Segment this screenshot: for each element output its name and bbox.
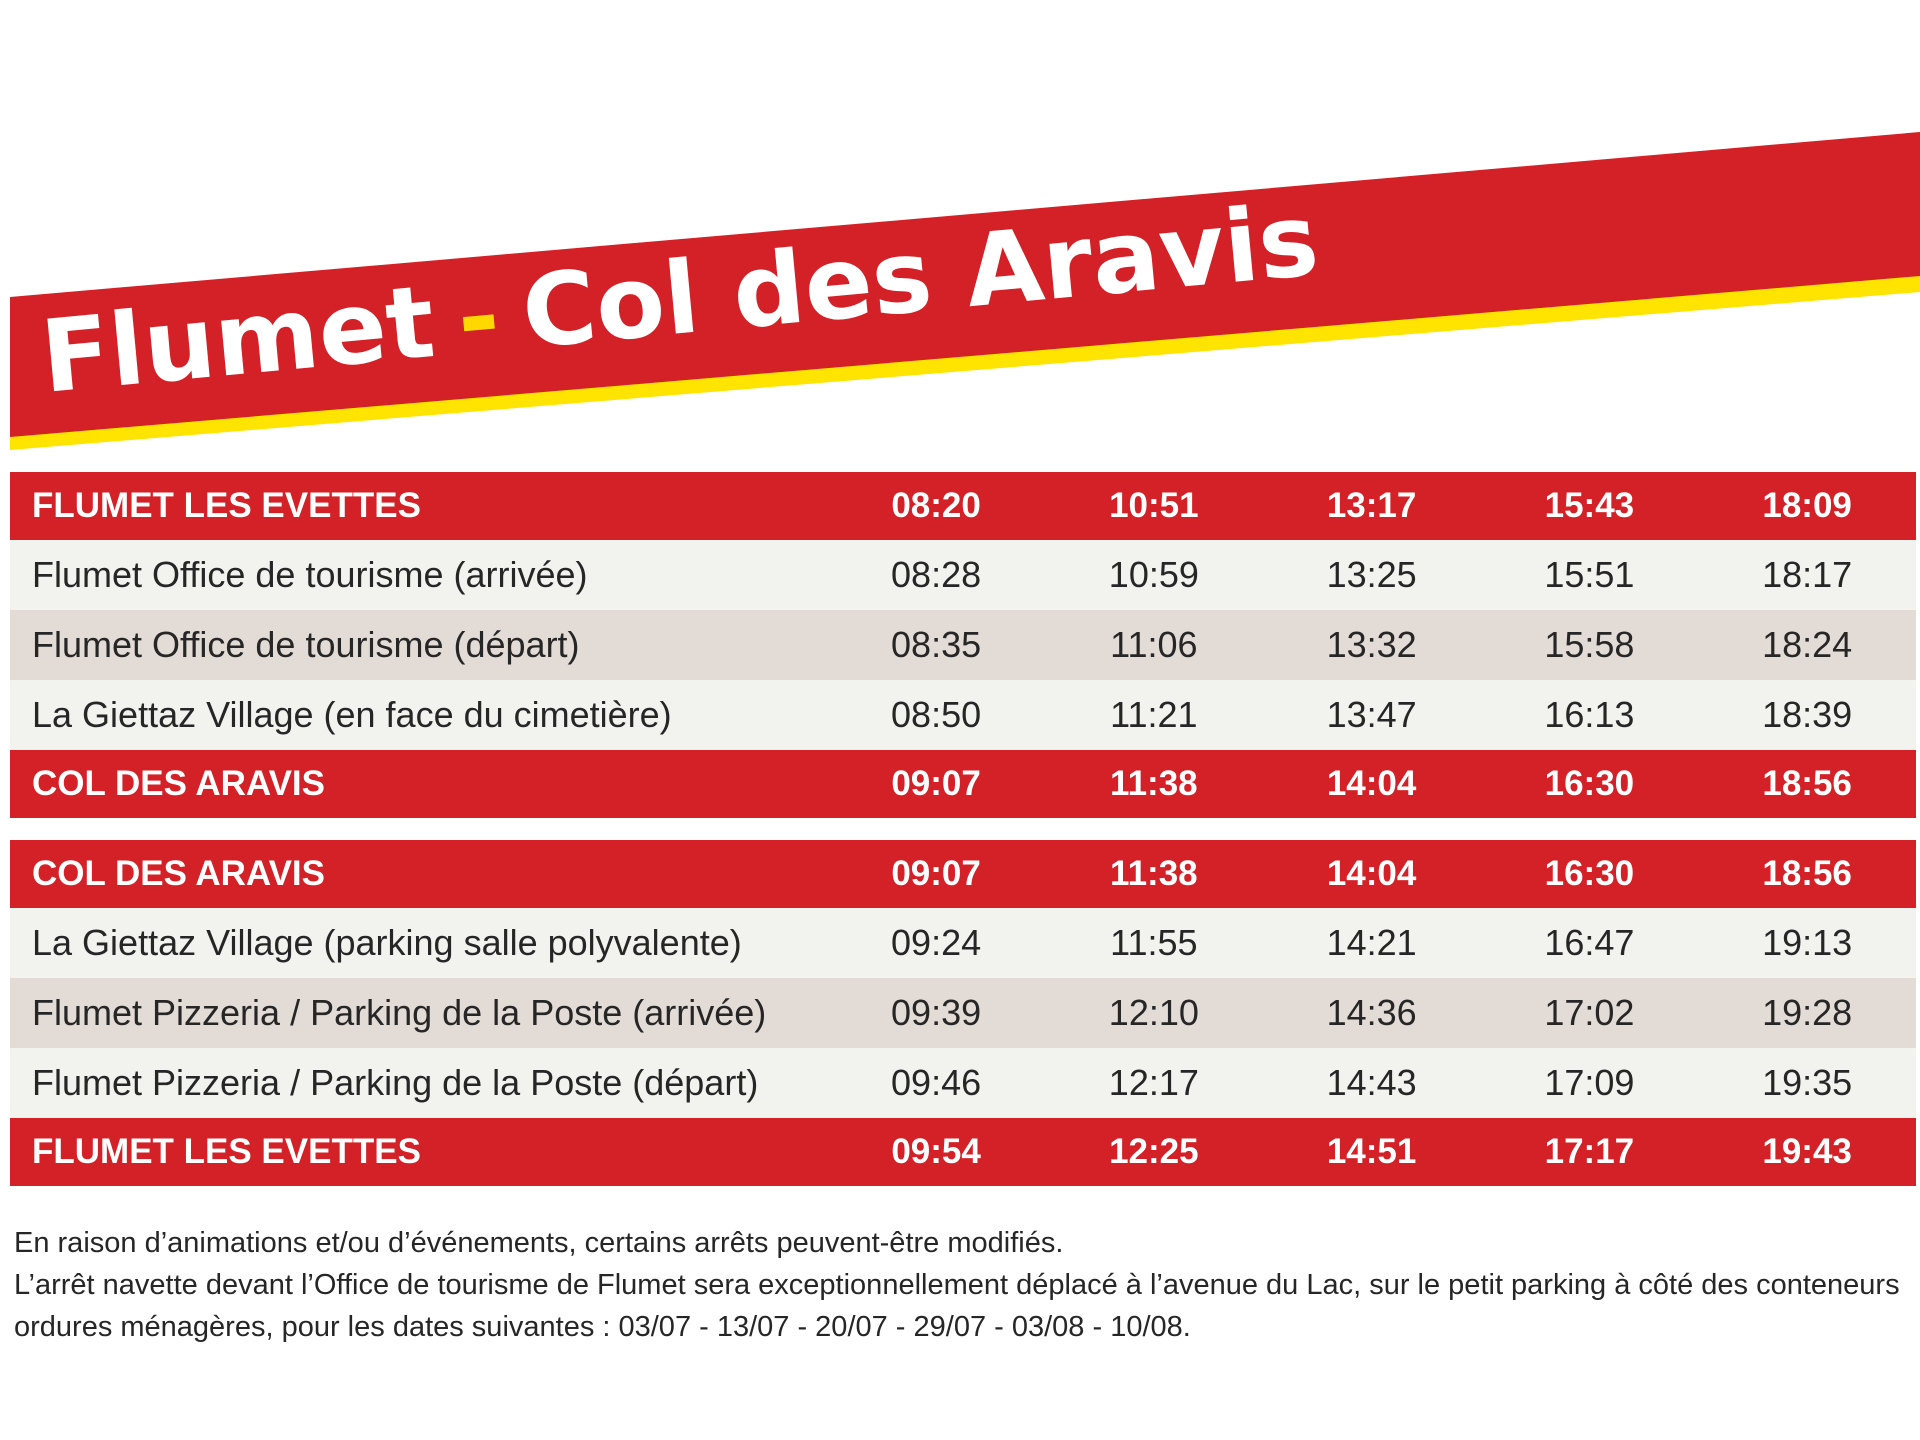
departure-time: 10:59: [1108, 554, 1199, 595]
outbound-timetable: [10, 472, 1916, 818]
departure-time: 18:17: [1762, 554, 1853, 595]
timetable-row: [10, 680, 1916, 750]
service-notes: [14, 1222, 1904, 1348]
notice-line: En raison d’animations et/ou d’événements, certains arrêts peuvent-être modifiés.: [14, 1227, 1064, 1259]
departure-time: 11:38: [1110, 854, 1198, 893]
notice-line: L’arrêt navette devant l’Office de tourisme de Flumet sera exceptionnellement déplacé à l’avenue du Lac, sur le petit parking à côté des conteneurs ordures ménagères, pour les dates suivantes : 03/07 - 13/07 - 20/07 - 29/07 - 03/08 - 10/08.: [14, 1269, 1900, 1343]
departure-time: 19:28: [1762, 992, 1853, 1033]
departure-time: 18:39: [1762, 694, 1853, 735]
departure-time: 11:55: [1110, 922, 1198, 963]
departure-time: 13:32: [1326, 624, 1417, 665]
stop-name: La Giettaz Village (en face du cimetière): [32, 694, 672, 735]
departure-time: 14:04: [1326, 764, 1417, 803]
banner-title-col-des-aravis: Col des Aravis: [517, 181, 1323, 372]
departure-time: 12:25: [1109, 1132, 1199, 1171]
departure-time: 17:17: [1544, 1132, 1635, 1171]
stop-name: Flumet Pizzeria / Parking de la Poste (arrivée): [32, 992, 767, 1033]
departure-time: 14:04: [1326, 854, 1417, 893]
stop-name: Flumet Office de tourisme (arrivée): [32, 554, 588, 595]
timetable-row: [10, 908, 1916, 978]
departure-time: 17:02: [1544, 992, 1635, 1033]
departure-time: 18:24: [1762, 624, 1853, 665]
departure-time: 09:39: [891, 992, 982, 1033]
departure-time: 08:50: [891, 694, 982, 735]
stop-name: FLUMET LES EVETTES: [32, 486, 421, 525]
departure-time: 08:20: [891, 486, 981, 525]
departure-time: 15:43: [1544, 486, 1635, 525]
departure-time: 18:56: [1762, 764, 1852, 803]
departure-time: 08:35: [891, 624, 982, 665]
departure-time: 19:43: [1762, 1132, 1852, 1171]
departure-time: 09:07: [891, 854, 981, 893]
return-timetable: [10, 840, 1916, 1186]
departure-time: 14:51: [1326, 1132, 1417, 1171]
banner-title-flumet: Flumet: [36, 263, 440, 416]
departure-time: 14:21: [1326, 922, 1417, 963]
stop-name: COL DES ARAVIS: [32, 854, 326, 893]
departure-time: 13:25: [1326, 554, 1417, 595]
stop-name: COL DES ARAVIS: [32, 764, 326, 803]
timetable-row: [10, 978, 1916, 1048]
departure-time: 18:09: [1762, 486, 1852, 525]
departure-time: 12:17: [1108, 1062, 1199, 1103]
stop-name: Flumet Pizzeria / Parking de la Poste (départ): [32, 1062, 759, 1103]
departure-time: 11:21: [1110, 694, 1198, 735]
departure-time: 13:47: [1326, 694, 1417, 735]
stop-name: FLUMET LES EVETTES: [32, 1132, 421, 1171]
timetable-row: [10, 1118, 1916, 1186]
departure-time: 11:38: [1110, 764, 1198, 803]
timetable-row: [10, 750, 1916, 818]
departure-time: 15:51: [1544, 554, 1635, 595]
departure-time: 19:13: [1762, 922, 1853, 963]
departure-time: 17:09: [1544, 1062, 1635, 1103]
departure-time: 13:17: [1326, 486, 1417, 525]
departure-time: 09:54: [891, 1132, 981, 1171]
departure-time: 09:07: [891, 764, 981, 803]
stop-name: La Giettaz Village (parking salle polyvalente): [32, 922, 742, 963]
departure-time: 09:24: [891, 922, 982, 963]
departure-time: 16:30: [1544, 764, 1635, 803]
route-banner: [0, 0, 1920, 460]
departure-time: 14:36: [1326, 992, 1417, 1033]
departure-time: 15:58: [1544, 624, 1635, 665]
timetable-row: [10, 840, 1916, 908]
departure-time: 14:43: [1326, 1062, 1417, 1103]
departure-time: 12:10: [1108, 992, 1199, 1033]
timetable-row: [10, 540, 1916, 610]
timetable-row: [10, 472, 1916, 540]
timetable-row: [10, 1048, 1916, 1118]
departure-time: 10:51: [1109, 486, 1199, 525]
departure-time: 11:06: [1110, 624, 1198, 665]
departure-time: 09:46: [891, 1062, 982, 1103]
departure-time: 16:13: [1544, 694, 1635, 735]
departure-time: 19:35: [1762, 1062, 1853, 1103]
departure-time: 18:56: [1762, 854, 1852, 893]
departure-time: 08:28: [891, 554, 982, 595]
departure-time: 16:30: [1544, 854, 1635, 893]
banner-title-separator: -: [452, 256, 505, 378]
departure-time: 16:47: [1544, 922, 1635, 963]
stop-name: Flumet Office de tourisme (départ): [32, 624, 580, 665]
timetable-row: [10, 610, 1916, 680]
